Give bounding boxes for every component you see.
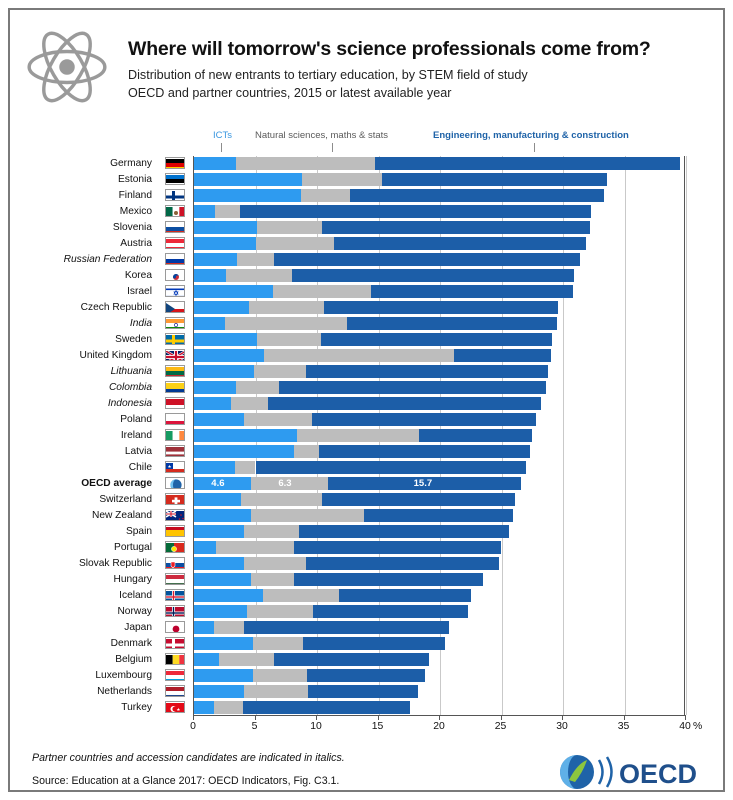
legend-tick-engineering [534, 143, 535, 152]
bar-segment-engineering [419, 429, 532, 442]
flag-il-icon [165, 285, 185, 297]
bar-segment-engineering [322, 221, 590, 234]
bar-segment-icts [194, 413, 244, 426]
bar-segment-engineering [322, 493, 515, 506]
bar-segment-natural-sciences [225, 317, 347, 330]
bar-segment-icts [194, 621, 214, 634]
country-label: Chile [128, 462, 152, 473]
bar-segment-engineering [334, 237, 586, 250]
country-label: Belgium [115, 654, 152, 665]
flag-oecd-icon [165, 477, 185, 489]
bar-segment-icts [194, 493, 241, 506]
country-label: Mexico [119, 206, 152, 217]
x-tick-5 [255, 715, 256, 720]
bar-segment-engineering [308, 685, 417, 698]
oecd-globe-icon [555, 752, 705, 788]
x-tick-label: 0 [190, 721, 196, 732]
bar-segment-engineering [274, 253, 580, 266]
country-label: Switzerland [99, 494, 152, 505]
bar-segment-natural-sciences [241, 493, 322, 506]
flag-ch-icon [165, 493, 185, 505]
bar-row [194, 317, 685, 330]
bar-segment-engineering [292, 269, 574, 282]
flag-ru-icon [165, 253, 185, 265]
x-axis-unit: % [693, 721, 703, 732]
flag-is-icon [165, 589, 185, 601]
flag-lt-icon [165, 365, 185, 377]
bar-row [194, 621, 685, 634]
country-label: Latvia [124, 446, 152, 457]
country-label: Norway [117, 606, 152, 617]
country-label: Indonesia [107, 398, 152, 409]
flag-nl-icon [165, 685, 185, 697]
bar-segment-icts [194, 173, 302, 186]
bar-segment-icts [194, 669, 253, 682]
bar-segment-engineering [294, 573, 483, 586]
bar-row [194, 509, 685, 522]
bar-segment-icts [194, 557, 244, 570]
flag-ee-icon [165, 173, 185, 185]
bar-segment-natural-sciences [244, 685, 308, 698]
bar-segment-engineering [294, 541, 502, 554]
bar-segment-natural-sciences [235, 461, 256, 474]
bar-row [194, 237, 685, 250]
x-tick-label: 25 [494, 721, 507, 732]
country-label: Luxembourg [95, 670, 152, 681]
bar-segment-icts [194, 653, 219, 666]
bar-segment-engineering [274, 653, 429, 666]
country-label: Sweden [115, 334, 152, 345]
flag-mx-icon [165, 205, 185, 217]
bar-segment-icts [194, 157, 236, 170]
bar-row [194, 381, 685, 394]
bar-row [194, 637, 685, 650]
country-label: Russian Federation [63, 254, 152, 265]
country-label: United Kingdom [79, 350, 152, 361]
plot-area [193, 156, 685, 715]
bar-row [194, 285, 685, 298]
country-label: Spain [125, 526, 152, 537]
bar-row [194, 301, 685, 314]
country-label: Netherlands [97, 686, 152, 697]
x-tick-label: 35 [617, 721, 630, 732]
flag-sk-icon [165, 557, 185, 569]
bar-segment-engineering [307, 669, 425, 682]
flag-co-icon [165, 381, 185, 393]
bar-segment-natural-sciences [226, 269, 292, 282]
bar-segment-engineering [256, 461, 527, 474]
x-tick-0 [193, 715, 194, 720]
oecd-value-icts: 4.6 [211, 478, 225, 489]
bar-segment-engineering [382, 173, 607, 186]
bar-segment-natural-sciences [251, 509, 364, 522]
flag-kr-icon [165, 269, 185, 281]
bar-segment-icts [194, 349, 264, 362]
bar-segment-engineering [279, 381, 546, 394]
bar-segment-icts [194, 317, 225, 330]
flag-nz-icon [165, 509, 185, 521]
bar-segment-engineering [244, 621, 448, 634]
bar-segment-natural-sciences [237, 253, 274, 266]
bar-row [194, 493, 685, 506]
bar-segment-engineering [364, 509, 513, 522]
legend-item-natural-sciences: Natural sciences, maths & stats [255, 130, 389, 141]
legend-item-icts: ICTs [213, 130, 232, 141]
bar-segment-engineering [371, 285, 573, 298]
bar-segment-icts [194, 685, 244, 698]
bar-row [194, 605, 685, 618]
bar-segment-natural-sciences [247, 605, 313, 618]
bar-segment-icts [194, 509, 251, 522]
bar-segment-natural-sciences [214, 621, 245, 634]
bar-segment-icts [194, 605, 247, 618]
x-tick-label: 40 [679, 721, 691, 732]
bar-row [194, 413, 685, 426]
flag-gb-icon [165, 349, 185, 361]
bar-row [194, 589, 685, 602]
x-tick-10 [316, 715, 317, 720]
country-label: Iceland [119, 590, 152, 601]
bar-segment-icts [194, 269, 226, 282]
bar-segment-engineering [319, 445, 529, 458]
bar-row [194, 557, 685, 570]
country-label: Slovak Republic [78, 558, 152, 569]
chart-frame [8, 8, 725, 792]
flag-tr-icon [165, 701, 185, 713]
bar-row [194, 653, 685, 666]
bar-segment-natural-sciences [256, 237, 335, 250]
legend-tick-natural [332, 143, 333, 152]
flag-se-icon [165, 333, 185, 345]
country-label: Colombia [108, 382, 152, 393]
bar-segment-engineering [454, 349, 551, 362]
source-line: Source: Education at a Glance 2017: OECD Indicators, Fig. C3.1. [32, 775, 340, 787]
country-label: Ireland [120, 430, 152, 441]
country-label: Lithuania [110, 366, 152, 377]
bar-segment-icts [194, 637, 253, 650]
bar-row [194, 445, 685, 458]
bar-segment-natural-sciences [264, 349, 453, 362]
country-label: India [129, 318, 152, 329]
bar-row [194, 253, 685, 266]
gridline-40 [686, 156, 687, 715]
bar-segment-engineering [313, 605, 468, 618]
country-label: Poland [120, 414, 152, 425]
bar-segment-icts [194, 381, 236, 394]
bar-segment-engineering [321, 333, 552, 346]
bar-segment-natural-sciences [249, 301, 324, 314]
country-label: Germany [110, 158, 152, 169]
bar-row [194, 269, 685, 282]
flag-hu-icon [165, 573, 185, 585]
oecd-value-engineering: 15.7 [413, 478, 433, 489]
bar-segment-engineering [339, 589, 471, 602]
bar-segment-natural-sciences [273, 285, 371, 298]
country-label: Slovenia [112, 222, 152, 233]
bar-segment-engineering [350, 189, 603, 202]
page-title: Where will tomorrow's science professionals come from? [128, 38, 651, 60]
bar-segment-icts [194, 541, 216, 554]
bar-row [194, 685, 685, 698]
x-tick-25 [501, 715, 502, 720]
bar-row [194, 157, 685, 170]
flag-ie-icon [165, 429, 185, 441]
bar-segment-engineering [243, 701, 410, 714]
bar-segment-icts [194, 189, 301, 202]
bar-segment-icts [194, 365, 254, 378]
legend-item-engineering: Engineering, manufacturing & construction [433, 130, 629, 141]
oecd-value-natural-sciences: 6.3 [278, 478, 292, 489]
bar-segment-icts [194, 445, 294, 458]
country-label: New Zealand [91, 510, 152, 521]
bar-row [194, 397, 685, 410]
country-label: Portugal [114, 542, 152, 553]
svg-text:OECD: OECD [619, 759, 698, 789]
bar-segment-natural-sciences [244, 525, 298, 538]
bar-row [194, 333, 685, 346]
x-tick-label: 10 [310, 721, 322, 732]
x-tick-20 [439, 715, 440, 720]
country-label: Estonia [118, 174, 152, 185]
atom-icon [24, 24, 110, 110]
bar-segment-natural-sciences [257, 333, 321, 346]
bar-segment-natural-sciences [236, 381, 279, 394]
country-label: Austria [120, 238, 152, 249]
bar-row [194, 525, 685, 538]
bar-segment-engineering [375, 157, 680, 170]
flag-es-icon [165, 525, 185, 537]
bar-segment-natural-sciences [297, 429, 419, 442]
bar-segment-icts [194, 205, 215, 218]
bar-segment-icts [194, 429, 297, 442]
bar-segment-natural-sciences [214, 701, 244, 714]
svg-text:★: ★ [167, 463, 172, 469]
bar-row [194, 669, 685, 682]
country-label: Hungary [113, 574, 152, 585]
flag-at-icon [165, 237, 185, 249]
bar-segment-icts [194, 589, 263, 602]
bar-segment-icts [194, 253, 237, 266]
bar-segment-natural-sciences [254, 365, 306, 378]
bar-segment-natural-sciences [251, 573, 294, 586]
flag-dk-icon [165, 637, 185, 649]
flag-cz-icon [165, 301, 185, 313]
x-tick-30 [562, 715, 563, 720]
country-label: Czech Republic [80, 302, 152, 313]
subtitle-line-1: Distribution of new entrants to tertiary education, by STEM field of study [128, 68, 528, 82]
bar-segment-natural-sciences [244, 557, 306, 570]
x-tick-label: 20 [433, 721, 445, 732]
bar-segment-engineering [306, 557, 499, 570]
bar-row [194, 541, 685, 554]
bar-row [194, 189, 685, 202]
bar-segment-engineering [324, 301, 558, 314]
bars-container [194, 156, 685, 715]
bar-segment-natural-sciences [253, 669, 307, 682]
bar-segment-natural-sciences [302, 173, 382, 186]
country-label: Japan [124, 622, 152, 633]
x-tick-label: 30 [556, 721, 568, 732]
bar-segment-icts [194, 237, 256, 250]
bar-segment-natural-sciences [301, 189, 350, 202]
category-labels [10, 156, 193, 715]
bar-segment-icts [194, 221, 257, 234]
bar-segment-engineering [312, 413, 536, 426]
flag-id-icon [165, 397, 185, 409]
x-tick-label: 15 [371, 721, 384, 732]
bar-segment-natural-sciences [263, 589, 339, 602]
flag-lu-icon [165, 669, 185, 681]
x-tick-40 [685, 715, 686, 720]
bar-segment-natural-sciences [215, 205, 240, 218]
footnote: Partner countries and accession candidates are indicated in italics. [32, 752, 345, 764]
bar-row [194, 477, 685, 490]
country-label: Korea [124, 270, 152, 281]
bar-segment-engineering [299, 525, 509, 538]
country-label: OECD average [81, 478, 152, 489]
bar-segment-natural-sciences [244, 413, 312, 426]
bar-row [194, 349, 685, 362]
x-tick-label: 5 [251, 721, 258, 732]
bar-segment-natural-sciences [219, 653, 274, 666]
flag-de-icon [165, 157, 185, 169]
bar-segment-icts [194, 701, 214, 714]
bar-segment-icts [194, 525, 244, 538]
bar-segment-icts [194, 333, 257, 346]
flag-fi-icon [165, 189, 185, 201]
country-label: Finland [118, 190, 152, 201]
bar-segment-engineering [306, 365, 548, 378]
subtitle-line-2: OECD and partner countries, 2015 or latest available year [128, 86, 452, 100]
legend-tick-icts [221, 143, 222, 152]
bar-row [194, 173, 685, 186]
bar-segment-natural-sciences [236, 157, 375, 170]
bar-row [194, 365, 685, 378]
bar-row [194, 205, 685, 218]
country-label: Turkey [121, 702, 152, 713]
bar-segment-engineering [303, 637, 444, 650]
chart-legend [10, 130, 723, 154]
flag-pl-icon [165, 413, 185, 425]
bar-row [194, 701, 685, 714]
bar-segment-natural-sciences [253, 637, 303, 650]
country-label: Israel [127, 286, 152, 297]
x-tick-35 [624, 715, 625, 720]
flag-no-icon [165, 605, 185, 617]
bar-row [194, 221, 685, 234]
flag-cl-icon [165, 461, 185, 473]
bar-segment-engineering [240, 205, 592, 218]
bar-segment-natural-sciences [216, 541, 293, 554]
bar-segment-icts [194, 397, 231, 410]
bar-segment-icts [194, 461, 235, 474]
flag-pt-icon [165, 541, 185, 553]
flag-si-icon [165, 221, 185, 233]
bar-segment-engineering [268, 397, 541, 410]
bar-segment-natural-sciences [257, 221, 322, 234]
x-tick-15 [378, 715, 379, 720]
bar-segment-icts [194, 301, 249, 314]
bar-row [194, 429, 685, 442]
flag-lv-icon [165, 445, 185, 457]
flag-jp-icon [165, 621, 185, 633]
bar-segment-engineering [347, 317, 557, 330]
bar-row [194, 573, 685, 586]
flag-be-icon [165, 653, 185, 665]
country-label: Denmark [110, 638, 152, 649]
svg-text:★: ★ [176, 707, 181, 712]
flag-in-icon [165, 317, 185, 329]
bar-segment-icts [194, 285, 273, 298]
bar-segment-icts [194, 573, 251, 586]
bar-row [194, 461, 685, 474]
bar-segment-natural-sciences [231, 397, 268, 410]
bar-segment-natural-sciences [294, 445, 320, 458]
